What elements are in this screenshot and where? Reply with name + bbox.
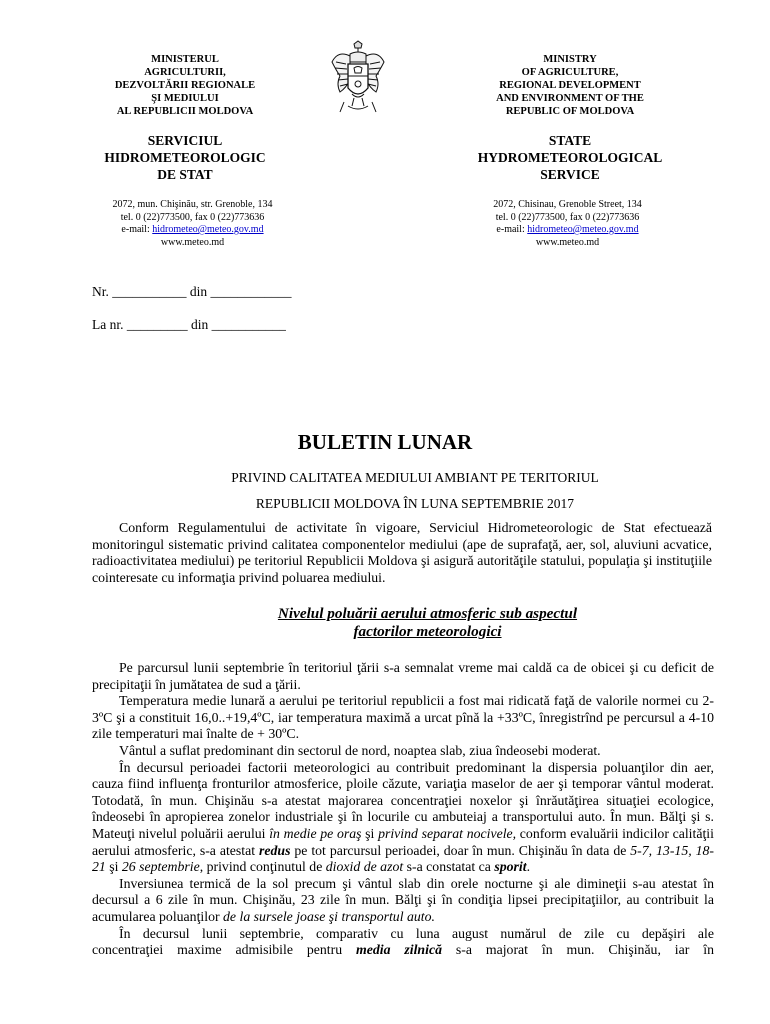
paragraph-continued: concentraţiei maxime admisibile pentru media zilnică s-a majorat în mun. Chişinău, iar în — [92, 942, 714, 958]
paragraph: Pe parcursul lunii septembrie în teritoriul ţării s-a semnalat vreme mai caldă ca de obicei şi cu deficit de precipitaţii în jumătatea de sud a ţării. — [92, 660, 714, 692]
service-line: SERVICIUL — [147, 133, 223, 148]
paragraph: În decursul lunii septembrie, comparativ cu luna august numărul de zile cu depăşiri ale — [119, 925, 714, 941]
ministry-line: AND ENVIRONMENT OF THE — [496, 93, 644, 104]
phone: tel. 0 (22)773500, fax 0 (22)773636 — [495, 211, 640, 223]
ministry-name-en — [465, 53, 675, 118]
service-name-en — [450, 132, 690, 183]
ministry-line: OF AGRICULTURE, — [521, 67, 619, 78]
address: 2072, mun. Chişinău, str. Grenoble, 134 — [112, 199, 273, 210]
paragraph: Vântul a suflat predominant din sectorul de nord, noaptea slab, ziua îndeosebi moderat. — [119, 742, 601, 758]
ministry-line: REPUBLIC OF MOLDOVA — [505, 106, 635, 117]
coat-of-arms-icon — [330, 40, 386, 120]
website: www.meteo.md — [535, 236, 600, 248]
email-label: e-mail: — [121, 224, 153, 235]
ministry-line: AL REPUBLICII MOLDOVA — [116, 106, 254, 117]
ministry-name-ro — [80, 53, 290, 118]
ministry-line: ŞI MEDIULUI — [151, 93, 219, 104]
document-title: BULETIN LUNAR — [297, 430, 473, 454]
email-link[interactable]: hidrometeo@meteo.gov.md — [152, 224, 264, 235]
service-line: HYDROMETEOROLOGICAL — [477, 150, 663, 165]
ministry-line: AGRICULTURII, — [144, 67, 226, 78]
intro-paragraph: Conform Regulamentului de activitate în vigoare, Serviciul Hidrometeorologic de Stat efectuează monitoringul sistematic privind calitatea componentelor mediului (ape de suprafaţă, aer, sol, aluviuni acvatice, radioactivitatea mediului) pe teritoriul Republicii Moldova şi asigură autorităţile statului, populaţia şi instituţiile cointeresate cu informaţia privind poluarea mediului. — [92, 520, 712, 585]
reference-number: Nr. ___________ din ____________ — [92, 284, 292, 299]
service-line: HIDROMETEOROLOGIC — [104, 150, 266, 165]
contact-block-en — [455, 199, 680, 249]
section-title-line: Nivelul poluării aerului atmosferic sub aspectul — [277, 605, 578, 622]
body-text — [92, 660, 714, 959]
document-subtitle-1: PRIVIND CALITATEA MEDIULUI AMBIANT PE TERITORIUL — [231, 470, 599, 485]
service-name-ro — [75, 132, 295, 183]
paragraph: În decursul perioadei factorii meteorologici au contribuit predominant la dispersia poluanţilor din aer, cauza fiind influenţa fronturilor atmosferice, ploile căzute, variaţia maselor de aer şi temporar vântul moderat. Totodată, în mun. Chişinău s-a atestat majorarea concentraţiei noxelor şi înrăutăţirea situaţiei ecologice, îndeosebi în apropierea zonelor industriale şi în locurile cu ambuteiaj a transportului auto. În mun. Bălţi şi s. Mateuţi nivelul poluării aerului în medie pe oraş şi privind separat nocivele, conform evaluării indicilor calităţii aerului atmosferic, s-a atestat redus pe tot parcursul perioadei, doar în mun. Chişinău în data de 5-7, 13-15, 18-21 şi 26 septembrie, privind conţinutul de dioxid de azot s-a constatat ca sporit. — [92, 759, 714, 875]
address: 2072, Chisinau, Grenoble Street, 134 — [493, 199, 642, 210]
email-line — [455, 224, 680, 237]
contact-block-ro — [80, 199, 305, 249]
email-link[interactable]: hidrometeo@meteo.gov.md — [527, 224, 639, 235]
section-title-line: factorilor meteorologici — [353, 623, 502, 640]
ministry-line: DEZVOLTĂRII REGIONALE — [114, 80, 256, 91]
email-label: e-mail: — [496, 224, 528, 235]
ministry-line: MINISTERUL — [151, 54, 219, 65]
ministry-line: MINISTRY — [543, 54, 597, 65]
paragraph: Inversiunea termică de la sol precum şi vântul slab din orele nocturne şi ale dimineţii s-au atestat în decursul a 6 zile în mun. Chişinău, 23 zile în mun. Bălţi şi în condiţia lipsei precipitaţiilor, au contribuit la acumularea poluanţilor de la sursele joase şi transportul auto. — [92, 875, 714, 924]
service-line: SERVICE — [540, 167, 600, 182]
service-line: DE STAT — [157, 167, 213, 182]
service-line: STATE — [548, 133, 592, 148]
paragraph: Temperatura medie lunară a aerului pe teritoriul republicii a fost mai ridicată faţă de valorile normei cu 2-3ºC şi a constituit 16,0..+19,4ºC, iar temperatura maximă a urcat pînă la +33ºC, înregistrînd pe percursul a 4-10 zile temperaturi mai înalte de + 30ºC. — [92, 693, 714, 742]
phone: tel. 0 (22)773500, fax 0 (22)773636 — [120, 211, 265, 223]
section-title — [0, 605, 770, 641]
document-subtitle-2: REPUBLICII MOLDOVA ÎN LUNA SEPTEMBRIE 2017 — [255, 496, 575, 511]
email-line — [80, 224, 305, 237]
reference-response-number: La nr. _________ din ___________ — [92, 317, 286, 332]
ministry-line: REGIONAL DEVELOPMENT — [499, 80, 641, 91]
website: www.meteo.md — [160, 236, 225, 248]
